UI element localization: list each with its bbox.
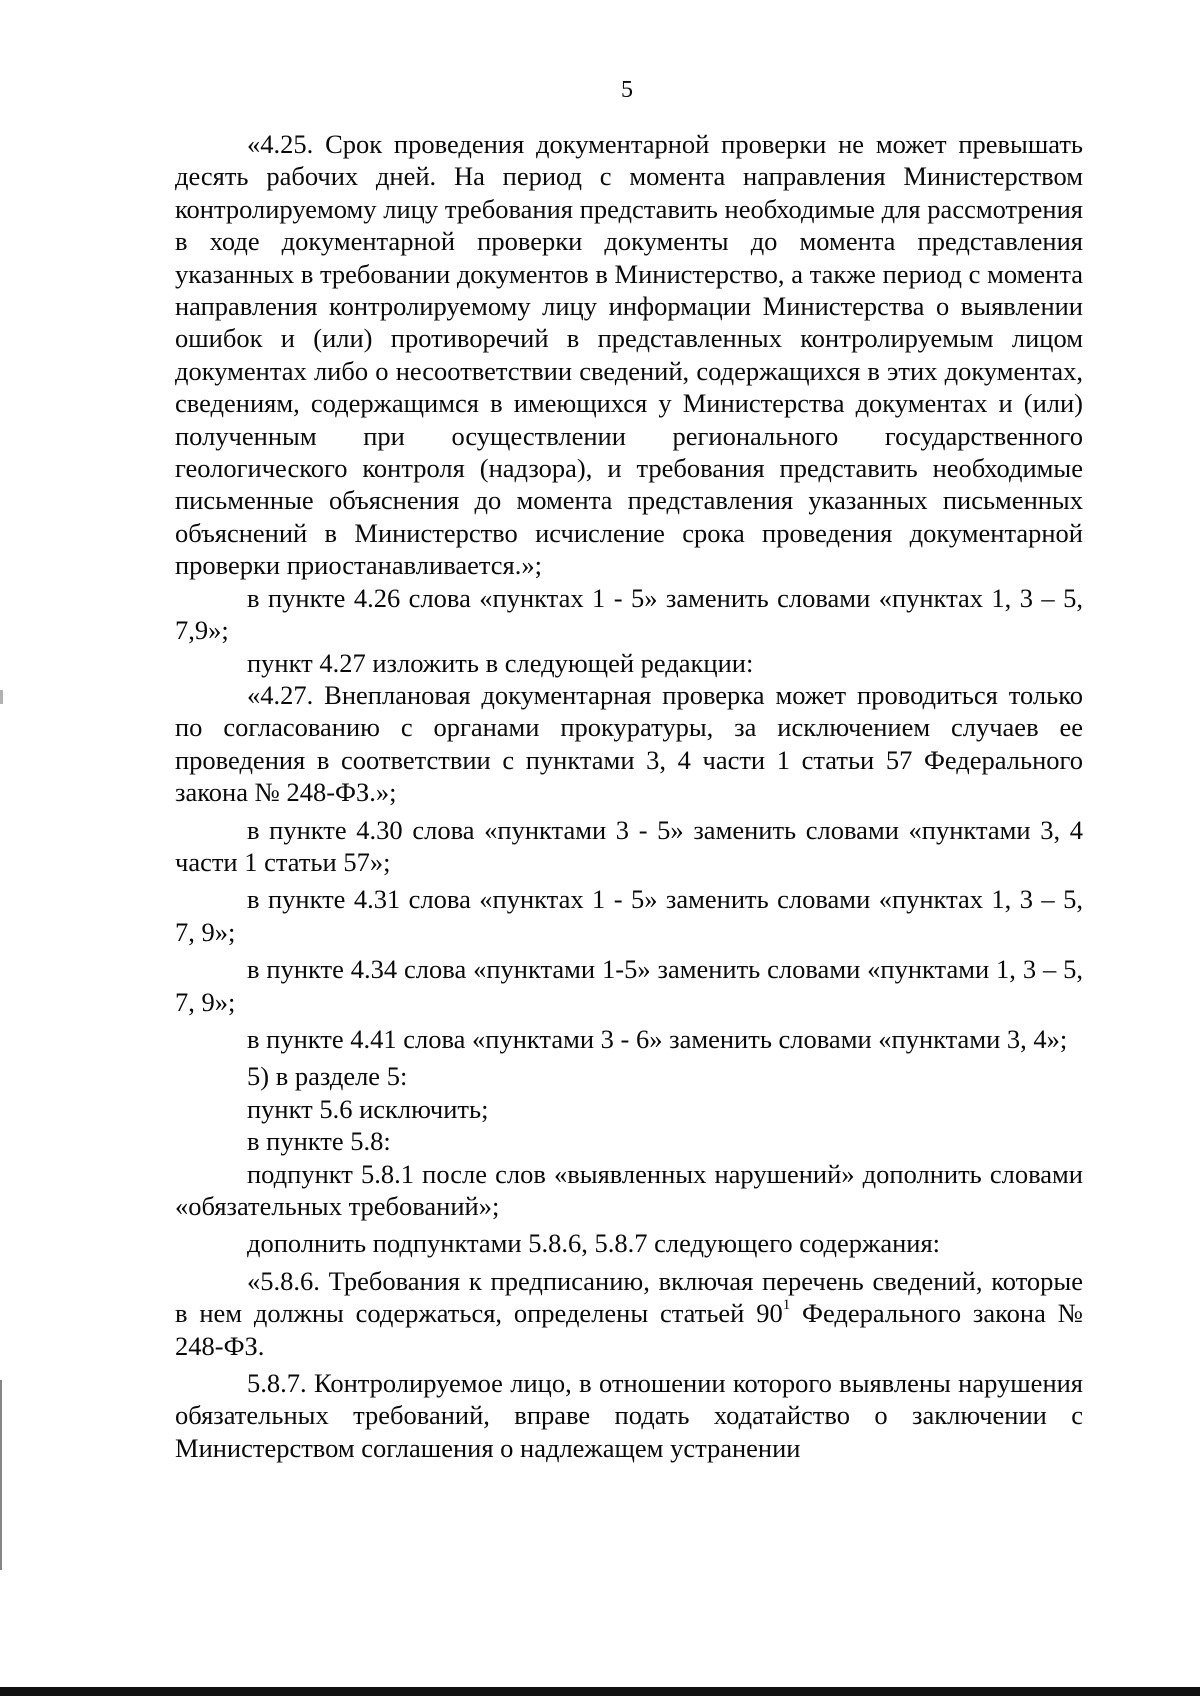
- scan-edge-bottom: [0, 1687, 1200, 1696]
- section-5-heading: 5) в разделе 5:: [247, 1061, 408, 1092]
- article-superscript: 1: [782, 1297, 791, 1314]
- subparagraphs-addition-intro: дополнить подпунктами 5.8.6, 5.8.7 следующего содержания:: [247, 1228, 941, 1259]
- scan-edge-mark: [0, 690, 3, 704]
- document-body: [175, 128, 1083, 1464]
- paragraph-4-31-amendment: в пункте 4.31 слова «пунктах 1 - 5» заменить словами «пунктах 1, 3 – 5, 7, 9»;: [175, 884, 1083, 947]
- paragraph-4-34-amendment: в пункте 4.34 слова «пунктами 1-5» заменить словами «пунктами 1, 3 – 5, 7, 9»;: [175, 954, 1083, 1017]
- scan-edge-left: [0, 1380, 2, 1570]
- paragraph-4-26-amendment: в пункте 4.26 слова «пунктах 1 - 5» заменить словами «пунктах 1, 3 – 5, 7,9»;: [175, 582, 1083, 646]
- paragraph-4-25: «4.25. Срок проведения документарной проверки не может превышать десять рабочих дней. На период с момента направления Министерством контролируемому лицу требования представить необходимые для рассмотрения в ходе документарной проверки документы до момента представления указанных в требовании документов в Министерство, а также период с момента направления контролируемому лицу информации Министерства о выявлении ошибок и (или) противоречий в представленных контролируемым лицом документах либо о несоответствии сведений, содержащихся в этих документах, сведениям, содержащимся в имеющихся у Министерства документах и (или) полученным при осуществлении регионального государственного геологического контроля (надзора), и требования представить необходимые письменные объяснения до момента представления указанных письменных объяснений в Министерство исчисление срока проведения документарной проверки приостанавливается.»;: [175, 129, 1083, 581]
- paragraph-4-41-amendment: в пункте 4.41 слова «пунктами 3 - 6» заменить словами «пунктами 3, 4»;: [247, 1023, 1068, 1054]
- paragraph-4-27-intro: пункт 4.27 изложить в следующей редакции:: [247, 647, 754, 678]
- paragraph-4-30-amendment: в пункте 4.30 слова «пунктами 3 - 5» заменить словами «пунктами 3, 4 части 1 статьи 57»;: [175, 814, 1083, 877]
- page-number: 5: [621, 77, 633, 103]
- paragraph-5-6-amendment: пункт 5.6 исключить;: [247, 1093, 489, 1124]
- subparagraph-5-8-6-tail: Федерального закона № 248-ФЗ.: [175, 1298, 1083, 1361]
- paragraph-5-8-intro: в пункте 5.8:: [247, 1126, 391, 1157]
- subparagraph-5-8-6-text: «5.8.6. Требования к предписанию, включая перечень сведений, которые в нем должны содержаться, определены статьей 90: [175, 1265, 1083, 1329]
- subparagraph-5-8-1-amendment: подпункт 5.8.1 после слов «выявленных нарушений» дополнить словами «обязательных требований»;: [175, 1158, 1083, 1221]
- paragraph-4-27: «4.27. Внеплановая документарная проверка может проводиться только по согласованию с органами прокуратуры, за исключением случаев ее проведения в соответствии с пунктами 3, 4 части 1 статьи 57 Федерального закона № 248-ФЗ.»;: [175, 679, 1083, 808]
- subparagraph-5-8-6: [175, 1265, 1083, 1362]
- subparagraph-5-8-7: 5.8.7. Контролируемое лицо, в отношении которого выявлены нарушения обязательных требований, вправе подать ходатайство о заключении с Министерством соглашения о надлежащем устранении: [175, 1368, 1083, 1463]
